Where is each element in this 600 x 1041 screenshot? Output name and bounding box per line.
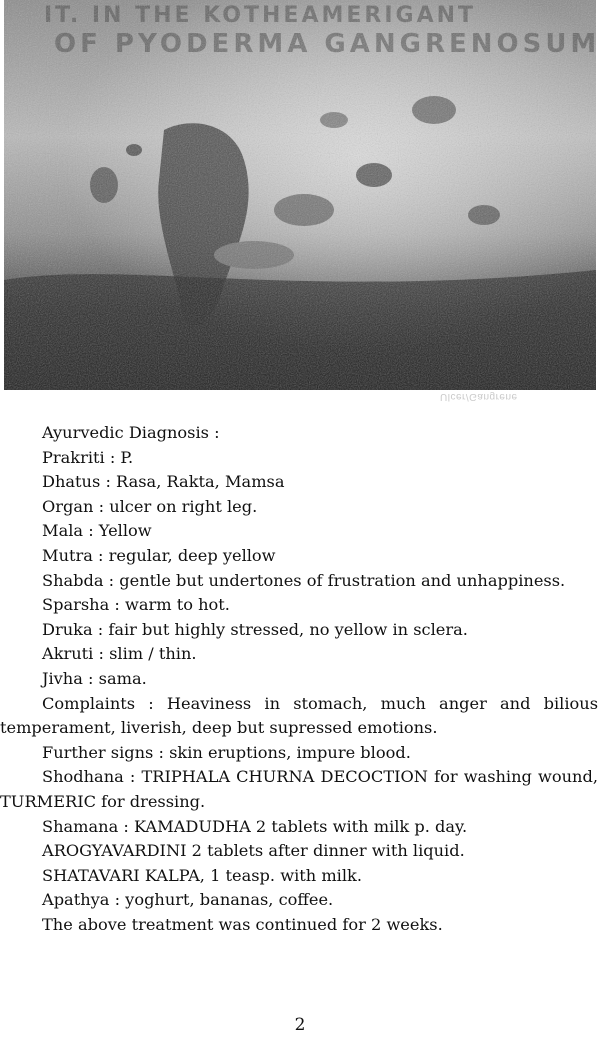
entry-shabda: Shabda : gentle but undertones of frustration and unhappiness. xyxy=(42,570,566,590)
entry-prakriti: Prakriti : P. xyxy=(42,447,134,467)
entry-jivha: Jivha : sama. xyxy=(42,668,147,688)
entry-akruti: Akruti : slim / thin. xyxy=(42,644,197,664)
faded-caption: Ulcer/Gangrene xyxy=(440,391,518,402)
clinical-photograph xyxy=(4,0,596,390)
entry-treatment-duration: The above treatment was continued for 2 weeks. xyxy=(42,914,443,934)
heading-ayurvedic-diagnosis: Ayurvedic Diagnosis : xyxy=(42,423,220,442)
entry-further-signs: Further signs : skin eruptions, impure blood. xyxy=(42,742,411,762)
entry-apathya: Apathya : yoghurt, bananas, coffee. xyxy=(42,890,334,910)
entry-complaints: Complaints : Heaviness in stomach, much anger and bilious temperament, liverish, deep but supressed emotions. xyxy=(0,693,598,738)
entry-organ: Organ : ulcer on right leg. xyxy=(42,496,258,516)
entry-mala: Mala : Yellow xyxy=(42,521,152,541)
entry-dhatus: Dhatus : Rasa, Rakta, Mamsa xyxy=(42,472,285,492)
photograph-image xyxy=(4,0,596,390)
diagnosis-text xyxy=(0,421,600,937)
entry-mutra: Mutra : regular, deep yellow xyxy=(42,545,276,565)
entry-shatavari: SHATAVARI KALPA, 1 teasp. with milk. xyxy=(42,865,362,885)
entry-druka: Druka : fair but highly stressed, no yellow in sclera. xyxy=(42,619,468,639)
entry-shamana: Shamana : KAMADUDHA 2 tablets with milk p. day. xyxy=(42,816,468,836)
entry-sparsha: Sparsha : warm to hot. xyxy=(42,595,230,615)
entry-shodhana: Shodhana : TRIPHALA CHURNA DECOCTION for washing wound, TURMERIC for dressing. xyxy=(0,767,598,811)
entry-arogyavardini: AROGYAVARDINI 2 tablets after dinner with liquid. xyxy=(42,841,465,861)
page-number: 2 xyxy=(294,1015,306,1035)
